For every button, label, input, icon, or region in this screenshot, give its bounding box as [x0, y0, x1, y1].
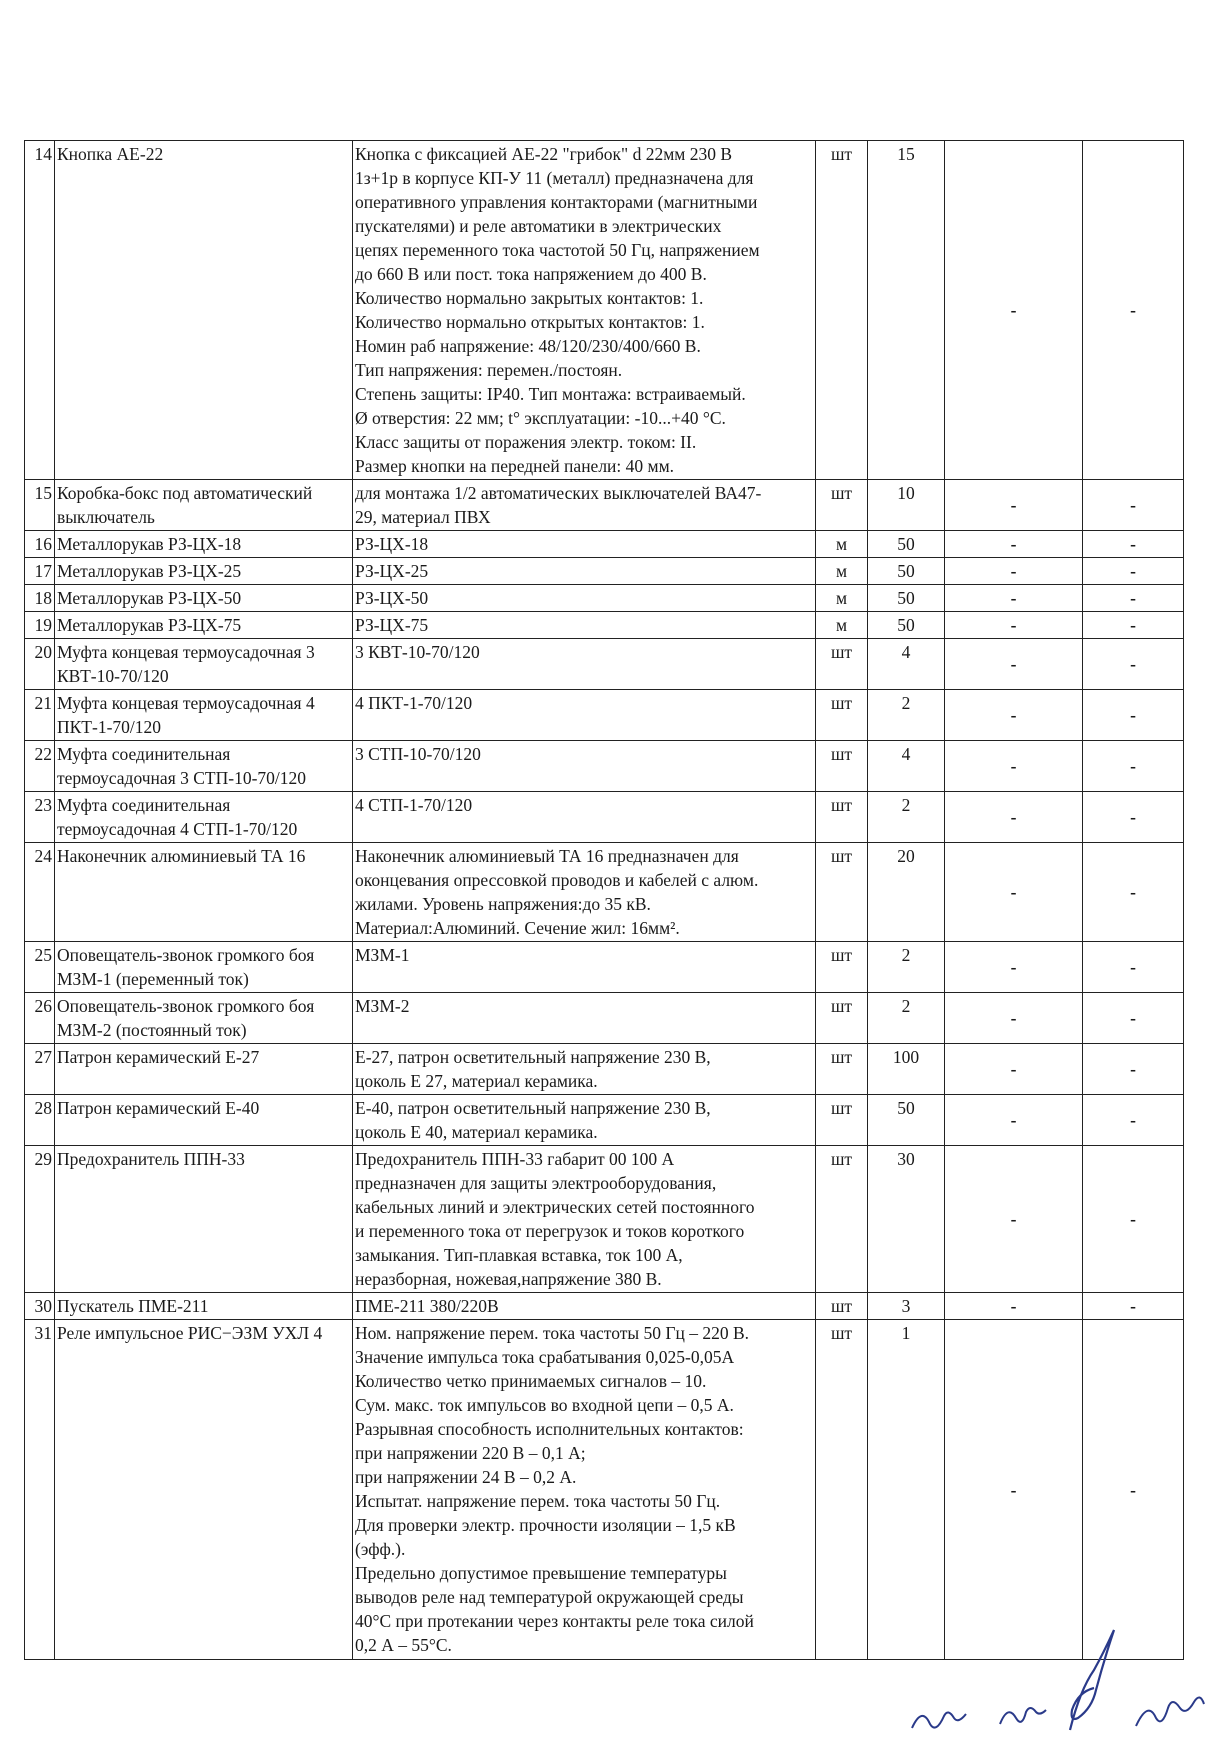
- description-line: Наконечник алюминиевый ТА 16 предназначен для: [355, 846, 739, 866]
- total-cell: -: [1083, 1320, 1184, 1660]
- table-row: [25, 1095, 1184, 1146]
- item-description: [353, 639, 816, 690]
- unit-cell: шт: [816, 1320, 868, 1660]
- quantity-cell: 50: [868, 531, 945, 558]
- quantity-cell: 2: [868, 792, 945, 843]
- table-row: [25, 843, 1184, 942]
- description-line: 3 КВТ-10-70/120: [355, 642, 480, 662]
- item-name: Металлорукав РЗ-ЦХ-18: [55, 531, 353, 558]
- total-cell: -: [1083, 741, 1184, 792]
- unit-cell: шт: [816, 639, 868, 690]
- unit-cell: м: [816, 558, 868, 585]
- description-line: кабельных линий и электрических сетей постоянного: [355, 1197, 755, 1217]
- quantity-cell: 100: [868, 1044, 945, 1095]
- item-name: Металлорукав РЗ-ЦХ-25: [55, 558, 353, 585]
- row-number: 20: [25, 639, 55, 690]
- item-name: Металлорукав РЗ-ЦХ-75: [55, 612, 353, 639]
- unit-cell: шт: [816, 141, 868, 480]
- total-cell: -: [1083, 843, 1184, 942]
- item-name: Муфта концевая термоусадочная 4 ПКТ-1-70/120: [55, 690, 353, 741]
- quantity-cell: 50: [868, 612, 945, 639]
- description-line: Размер кнопки на передней панели: 40 мм.: [355, 456, 675, 476]
- total-cell: -: [1083, 531, 1184, 558]
- total-cell: -: [1083, 942, 1184, 993]
- price-cell: -: [945, 741, 1083, 792]
- description-line: Для проверки электр. прочности изоляции – 1,5 кВ: [355, 1515, 736, 1535]
- description-line: МЗМ-2: [355, 996, 410, 1016]
- quantity-cell: 4: [868, 639, 945, 690]
- description-line: 4 ПКТ-1-70/120: [355, 693, 473, 713]
- description-line: РЗ-ЦХ-25: [355, 561, 429, 581]
- description-line: до 660 В или пост. тока напряжением до 400 В.: [355, 264, 707, 284]
- total-cell: -: [1083, 612, 1184, 639]
- item-description: [353, 942, 816, 993]
- table-row: [25, 1293, 1184, 1320]
- description-line: Е-40, патрон осветительный напряжение 230 В,: [355, 1098, 711, 1118]
- table-row: [25, 558, 1184, 585]
- unit-cell: шт: [816, 993, 868, 1044]
- item-description: [353, 993, 816, 1044]
- row-number: 29: [25, 1146, 55, 1293]
- unit-cell: шт: [816, 1293, 868, 1320]
- total-cell: -: [1083, 792, 1184, 843]
- row-number: 30: [25, 1293, 55, 1320]
- item-description: [353, 1044, 816, 1095]
- item-description: [353, 1293, 816, 1320]
- quantity-cell: 4: [868, 741, 945, 792]
- item-description: [353, 531, 816, 558]
- price-cell: -: [945, 690, 1083, 741]
- quantity-cell: 3: [868, 1293, 945, 1320]
- description-line: 1з+1р в корпусе КП-У 11 (металл) предназначена для: [355, 168, 754, 188]
- item-description: [353, 480, 816, 531]
- price-cell: -: [945, 1044, 1083, 1095]
- description-line: цоколь Е 27, материал керамика.: [355, 1071, 598, 1091]
- description-line: выводов реле над температурой окружающей среды: [355, 1587, 744, 1607]
- description-line: и переменного тока от перегрузок и токов короткого: [355, 1221, 745, 1241]
- item-name: Металлорукав РЗ-ЦХ-50: [55, 585, 353, 612]
- row-number: 23: [25, 792, 55, 843]
- total-cell: -: [1083, 1095, 1184, 1146]
- item-name: Муфта концевая термоусадочная 3 КВТ-10-70/120: [55, 639, 353, 690]
- description-line: РЗ-ЦХ-75: [355, 615, 429, 635]
- table-row: [25, 741, 1184, 792]
- description-line: Ном. напряжение перем. тока частоты 50 Гц – 220 В.: [355, 1323, 750, 1343]
- description-line: Степень защиты: IP40. Тип монтажа: встраиваемый.: [355, 384, 746, 404]
- total-cell: -: [1083, 690, 1184, 741]
- description-line: 29, материал ПВХ: [355, 507, 491, 527]
- row-number: 17: [25, 558, 55, 585]
- description-line: 4 СТП-1-70/120: [355, 795, 473, 815]
- table-row: [25, 480, 1184, 531]
- description-line: Класс защиты от поражения электр. током: II.: [355, 432, 697, 452]
- description-line: предназначен для защиты электрооборудования,: [355, 1173, 717, 1193]
- description-line: РЗ-ЦХ-50: [355, 588, 429, 608]
- item-description: [353, 792, 816, 843]
- row-number: 15: [25, 480, 55, 531]
- item-description: [353, 1320, 816, 1660]
- description-line: замыкания. Тип-плавкая вставка, ток 100 А,: [355, 1245, 683, 1265]
- description-line: Ø отверстия: 22 мм; t° эксплуатации: -10...+40 °С.: [355, 408, 726, 428]
- description-line: Количество четко принимаемых сигналов – 10.: [355, 1371, 707, 1391]
- table-row: [25, 639, 1184, 690]
- description-line: 40°С при протекании через контакты реле тока силой: [355, 1611, 754, 1631]
- description-line: Разрывная способность исполнительных контактов:: [355, 1419, 744, 1439]
- quantity-cell: 20: [868, 843, 945, 942]
- item-name: Оповещатель-звонок громкого боя МЗМ-2 (постоянный ток): [55, 993, 353, 1044]
- price-cell: -: [945, 942, 1083, 993]
- price-cell: -: [945, 993, 1083, 1044]
- unit-cell: м: [816, 585, 868, 612]
- total-cell: -: [1083, 1293, 1184, 1320]
- description-line: Е-27, патрон осветительный напряжение 230 В,: [355, 1047, 711, 1067]
- table-row: [25, 141, 1184, 480]
- unit-cell: шт: [816, 1044, 868, 1095]
- unit-cell: шт: [816, 480, 868, 531]
- price-cell: -: [945, 639, 1083, 690]
- item-description: [353, 741, 816, 792]
- price-cell: -: [945, 1320, 1083, 1660]
- specification-table: [24, 140, 1184, 1660]
- total-cell: -: [1083, 1146, 1184, 1293]
- description-line: оперативного управления контакторами (магнитными: [355, 192, 758, 212]
- description-line: Материал:Алюминий. Сечение жил: 16мм².: [355, 918, 680, 938]
- item-name: Предохранитель ППН-33: [55, 1146, 353, 1293]
- table-row: [25, 942, 1184, 993]
- item-name: Муфта соединительная термоусадочная 3 СТП-10-70/120: [55, 741, 353, 792]
- item-name: Наконечник алюминиевый ТА 16: [55, 843, 353, 942]
- table-row: [25, 1146, 1184, 1293]
- total-cell: -: [1083, 141, 1184, 480]
- signatures-image: [900, 1620, 1220, 1740]
- description-line: пускателями) и реле автоматики в электрических: [355, 216, 722, 236]
- table-row: [25, 585, 1184, 612]
- row-number: 21: [25, 690, 55, 741]
- item-description: [353, 141, 816, 480]
- description-line: Предельно допустимое превышение температуры: [355, 1563, 727, 1583]
- row-number: 22: [25, 741, 55, 792]
- quantity-cell: 1: [868, 1320, 945, 1660]
- row-number: 14: [25, 141, 55, 480]
- quantity-cell: 15: [868, 141, 945, 480]
- table-row: [25, 1044, 1184, 1095]
- unit-cell: шт: [816, 1095, 868, 1146]
- description-line: при напряжении 24 В – 0,2 А.: [355, 1467, 577, 1487]
- quantity-cell: 50: [868, 558, 945, 585]
- item-description: [353, 612, 816, 639]
- item-name: Коробка-бокс под автоматический выключатель: [55, 480, 353, 531]
- description-line: жилами. Уровень напряжения:до 35 кВ.: [355, 894, 651, 914]
- price-cell: -: [945, 792, 1083, 843]
- item-description: [353, 1146, 816, 1293]
- item-name: Патрон керамический Е-27: [55, 1044, 353, 1095]
- table-row: [25, 612, 1184, 639]
- quantity-cell: 2: [868, 993, 945, 1044]
- description-line: Кнопка с фиксацией АЕ-22 "грибок" d 22мм 230 В: [355, 144, 733, 164]
- description-line: 0,2 А – 55°С.: [355, 1635, 452, 1655]
- row-number: 19: [25, 612, 55, 639]
- row-number: 31: [25, 1320, 55, 1660]
- item-name: Пускатель ПМЕ-211: [55, 1293, 353, 1320]
- description-line: для монтажа 1/2 автоматических выключателей ВА47-: [355, 483, 762, 503]
- total-cell: -: [1083, 1044, 1184, 1095]
- price-cell: -: [945, 1293, 1083, 1320]
- description-line: Предохранитель ППН-33 габарит 00 100 А: [355, 1149, 675, 1169]
- quantity-cell: 50: [868, 585, 945, 612]
- description-line: ПМЕ-211 380/220В: [355, 1296, 499, 1316]
- table-row: [25, 792, 1184, 843]
- price-cell: -: [945, 1095, 1083, 1146]
- row-number: 27: [25, 1044, 55, 1095]
- item-description: [353, 585, 816, 612]
- description-line: Количество нормально закрытых контактов: 1.: [355, 288, 704, 308]
- description-line: Номин раб напряжение: 48/120/230/400/660 В.: [355, 336, 701, 356]
- description-line: Сум. макс. ток импульсов во входной цепи – 0,5 А.: [355, 1395, 734, 1415]
- unit-cell: шт: [816, 1146, 868, 1293]
- unit-cell: м: [816, 612, 868, 639]
- table-row: [25, 993, 1184, 1044]
- price-cell: -: [945, 612, 1083, 639]
- description-line: Тип напряжения: перемен./постоян.: [355, 360, 623, 380]
- table-row: [25, 690, 1184, 741]
- row-number: 28: [25, 1095, 55, 1146]
- item-description: [353, 1095, 816, 1146]
- quantity-cell: 2: [868, 690, 945, 741]
- quantity-cell: 30: [868, 1146, 945, 1293]
- row-number: 26: [25, 993, 55, 1044]
- item-name: Патрон керамический Е-40: [55, 1095, 353, 1146]
- description-line: РЗ-ЦХ-18: [355, 534, 429, 554]
- unit-cell: шт: [816, 843, 868, 942]
- item-name: Реле импульсное РИС−ЭЗМ УХЛ 4: [55, 1320, 353, 1660]
- price-cell: -: [945, 480, 1083, 531]
- total-cell: -: [1083, 585, 1184, 612]
- row-number: 16: [25, 531, 55, 558]
- row-number: 18: [25, 585, 55, 612]
- unit-cell: шт: [816, 741, 868, 792]
- description-line: 3 СТП-10-70/120: [355, 744, 481, 764]
- description-line: Количество нормально открытых контактов: 1.: [355, 312, 705, 332]
- total-cell: -: [1083, 558, 1184, 585]
- description-line: оконцевания опрессовкой проводов и кабелей с алюм.: [355, 870, 759, 890]
- item-name: Кнопка АЕ-22: [55, 141, 353, 480]
- price-cell: -: [945, 585, 1083, 612]
- row-number: 24: [25, 843, 55, 942]
- unit-cell: шт: [816, 690, 868, 741]
- item-description: [353, 558, 816, 585]
- description-line: Испытат. напряжение перем. тока частоты 50 Гц.: [355, 1491, 721, 1511]
- description-line: цоколь Е 40, материал керамика.: [355, 1122, 598, 1142]
- description-line: при напряжении 220 В – 0,1 А;: [355, 1443, 586, 1463]
- description-line: МЗМ-1: [355, 945, 410, 965]
- item-description: [353, 690, 816, 741]
- unit-cell: шт: [816, 942, 868, 993]
- table-row: [25, 1320, 1184, 1660]
- total-cell: -: [1083, 639, 1184, 690]
- unit-cell: м: [816, 531, 868, 558]
- quantity-cell: 10: [868, 480, 945, 531]
- table-row: [25, 531, 1184, 558]
- price-cell: -: [945, 843, 1083, 942]
- quantity-cell: 50: [868, 1095, 945, 1146]
- description-line: цепях переменного тока частотой 50 Гц, напряжением: [355, 240, 760, 260]
- unit-cell: шт: [816, 792, 868, 843]
- item-description: [353, 843, 816, 942]
- price-cell: -: [945, 531, 1083, 558]
- description-line: неразборная, ножевая,напряжение 380 В.: [355, 1269, 662, 1289]
- quantity-cell: 2: [868, 942, 945, 993]
- row-number: 25: [25, 942, 55, 993]
- price-cell: -: [945, 558, 1083, 585]
- item-name: Муфта соединительная термоусадочная 4 СТП-1-70/120: [55, 792, 353, 843]
- description-line: Значение импульса тока срабатывания 0,025-0,05А: [355, 1347, 735, 1367]
- total-cell: -: [1083, 480, 1184, 531]
- description-line: (эфф.).: [355, 1539, 406, 1559]
- item-name: Оповещатель-звонок громкого боя МЗМ-1 (переменный ток): [55, 942, 353, 993]
- price-cell: -: [945, 1146, 1083, 1293]
- total-cell: -: [1083, 993, 1184, 1044]
- price-cell: -: [945, 141, 1083, 480]
